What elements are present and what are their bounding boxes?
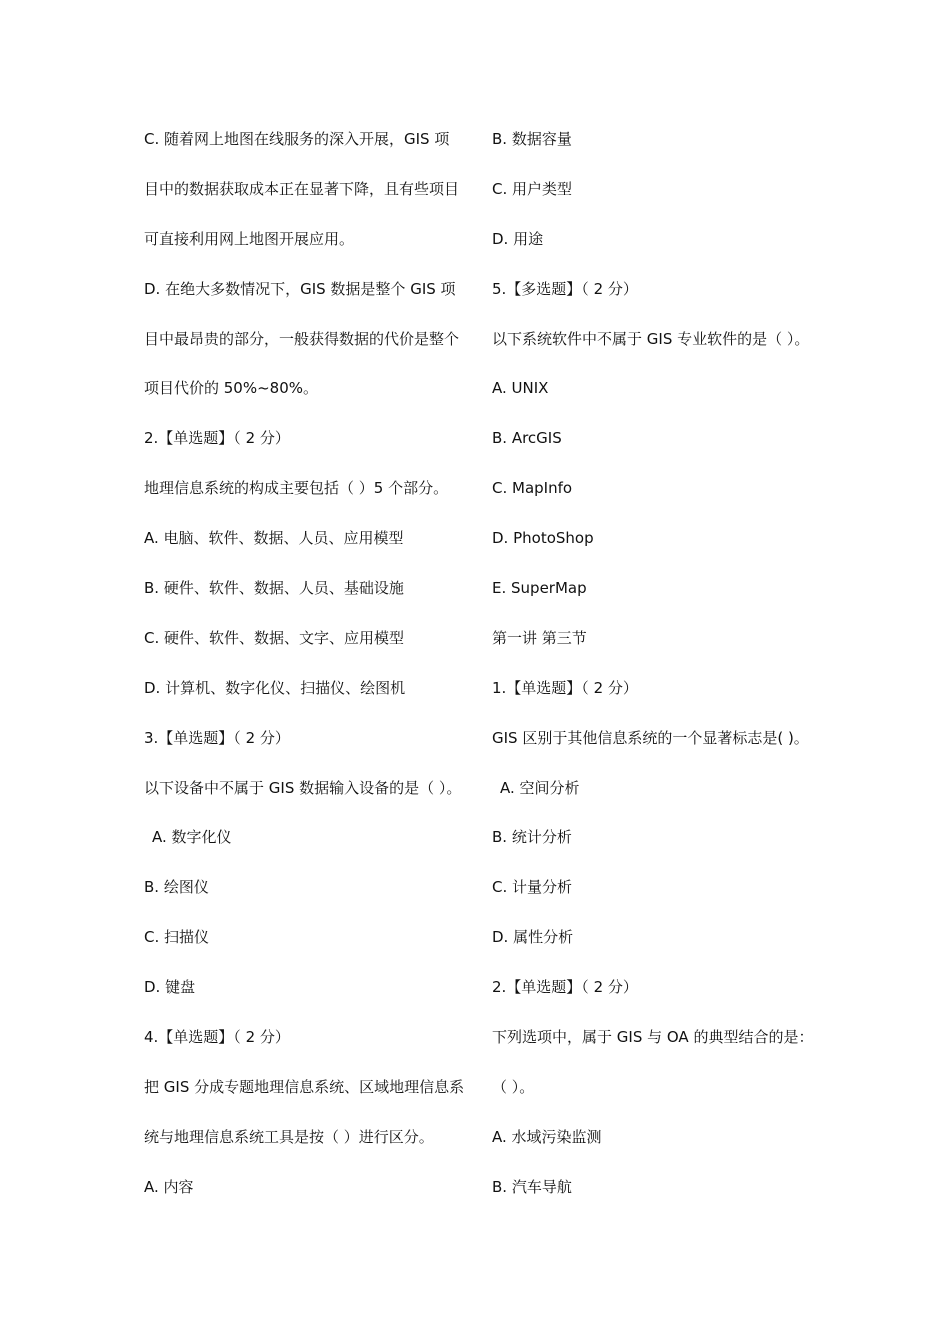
question-header: 4.【单选题】（ 2 分） (144, 1028, 290, 1047)
answer-option: A. 内容 (144, 1177, 194, 1196)
question-header: 1.【单选题】（ 2 分） (492, 678, 638, 697)
answer-option: B. 硬件、软件、数据、人员、基础设施 (144, 579, 404, 598)
text-line: 项目代价的 50%~80%。 (144, 379, 319, 398)
answer-option: D. 用途 (492, 229, 544, 248)
section-heading: 第一讲 第三节 (492, 628, 587, 647)
question-text: 地理信息系统的构成主要包括（ ）5 个部分。 (144, 479, 449, 498)
answer-option: A. UNIX (492, 379, 549, 398)
answer-option: E. SuperMap (492, 579, 587, 598)
answer-option: C. MapInfo (492, 479, 573, 498)
question-text: GIS 区别于其他信息系统的一个显著标志是( )。 (492, 728, 809, 747)
answer-option: C. 硬件、软件、数据、文字、应用模型 (144, 628, 405, 647)
question-text: 以下系统软件中不属于 GIS 专业软件的是（ ）。 (492, 329, 810, 348)
answer-option: B. 汽车导航 (492, 1177, 572, 1196)
answer-option: A. 数字化仪 (152, 828, 232, 847)
question-header: 2.【单选题】（ 2 分） (144, 429, 290, 448)
answer-option: D. PhotoShop (492, 529, 594, 548)
answer-option: B. 数据容量 (492, 130, 572, 148)
text-line: 目中的数据获取成本正在显著下降，且有些项目 (144, 179, 460, 198)
question-text: （ ）。 (492, 1077, 535, 1096)
question-text: 下列选项中，属于 GIS 与 OA 的典型结合的是： (492, 1028, 814, 1047)
right-column (492, 123, 832, 1221)
text-line: 可直接利用网上地图开展应用。 (144, 229, 355, 248)
answer-option: A. 水域污染监测 (492, 1127, 602, 1146)
question-text: 统与地理信息系统工具是按（ ）进行区分。 (144, 1127, 434, 1146)
left-column (144, 123, 474, 1221)
question-header: 5.【多选题】（ 2 分） (492, 279, 638, 298)
answer-option: D. 键盘 (144, 978, 196, 997)
answer-option: C. 扫描仪 (144, 928, 210, 947)
answer-option: D. 属性分析 (492, 928, 574, 947)
answer-option: A. 空间分析 (500, 778, 580, 797)
text-line: 目中最昂贵的部分，一般获得数据的代价是整个 (144, 329, 460, 348)
answer-option: A. 电脑、软件、数据、人员、应用模型 (144, 529, 404, 548)
answer-option: B. 统计分析 (492, 828, 572, 847)
answer-option: B. ArcGIS (492, 429, 562, 448)
text-line: C. 随着网上地图在线服务的深入开展，GIS 项 (144, 130, 450, 148)
answer-option: C. 计量分析 (492, 878, 573, 897)
question-text: 以下设备中不属于 GIS 数据输入设备的是（ ）。 (144, 778, 462, 797)
answer-option: B. 绘图仪 (144, 878, 209, 897)
answer-option: D. 计算机、数字化仪、扫描仪、绘图机 (144, 678, 406, 697)
question-header: 2.【单选题】（ 2 分） (492, 978, 638, 997)
question-text: 把 GIS 分成专题地理信息系统、区域地理信息系 (144, 1077, 465, 1096)
question-header: 3.【单选题】（ 2 分） (144, 728, 290, 747)
answer-option: C. 用户类型 (492, 179, 573, 198)
text-line: D. 在绝大多数情况下，GIS 数据是整个 GIS 项 (144, 279, 456, 298)
